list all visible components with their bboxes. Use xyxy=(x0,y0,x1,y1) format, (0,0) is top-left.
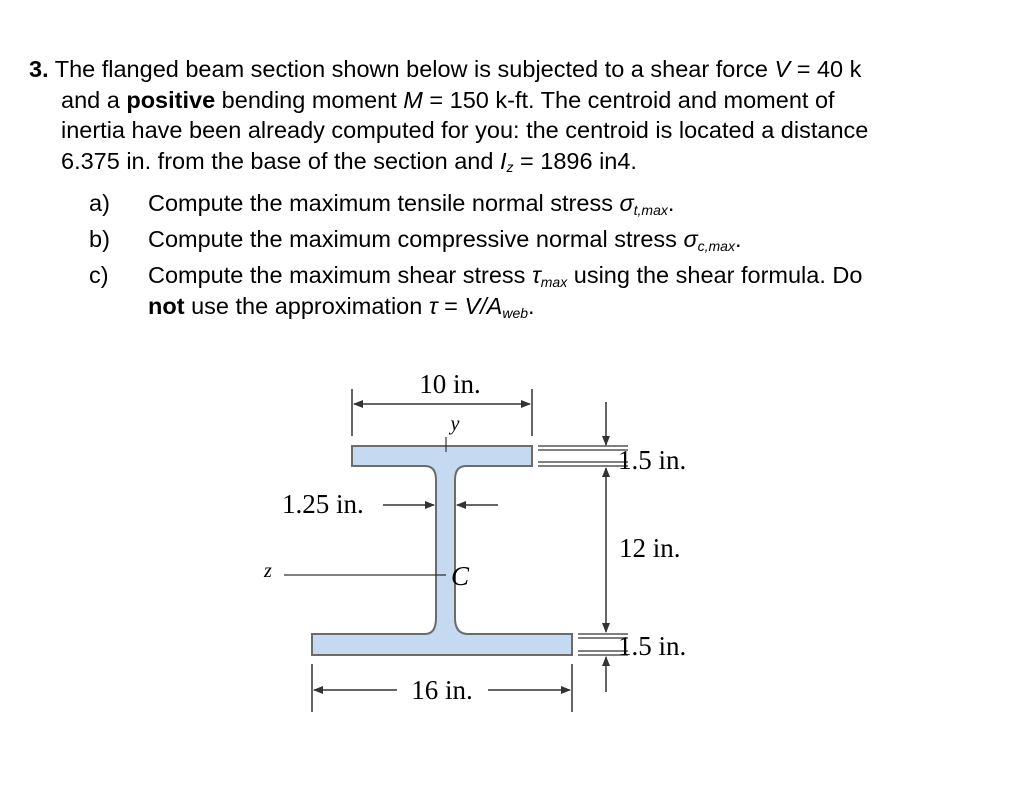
problem-text: and a xyxy=(61,86,127,113)
part-a-text: Compute the maximum tensile normal stress xyxy=(148,190,620,216)
part-c-text: Compute the maximum shear stress xyxy=(148,262,532,288)
part-c-text-end: using the shear formula. Do xyxy=(567,262,863,288)
problem-text: 6.375 in. from the base of the section and xyxy=(61,147,500,174)
subscript-z: z xyxy=(506,158,514,175)
i-beam-section xyxy=(312,446,572,655)
label-1-5-in-top: 1.5 in. xyxy=(618,445,687,475)
subscript-web: web xyxy=(502,305,529,321)
symbol-tau: τ xyxy=(531,262,541,288)
symbol-tau: τ xyxy=(428,293,438,319)
label-1-25-in: 1.25 in. xyxy=(282,489,364,519)
label-1-5-in-bottom: 1.5 in. xyxy=(618,631,687,661)
label-z-axis: z xyxy=(264,560,272,582)
problem-text: = 1896 in4. xyxy=(513,147,637,174)
symbol-sigma: σ xyxy=(619,190,634,216)
part-label: c) xyxy=(89,262,109,288)
problem-line-3: inertia have been already computed for you: the centroid is located a distance xyxy=(61,117,869,143)
equals-sign: = xyxy=(437,293,465,319)
part-label: b) xyxy=(89,226,110,252)
problem-number: 3. xyxy=(29,56,49,82)
symbol-sigma: σ xyxy=(683,226,698,252)
label-y-axis: y xyxy=(450,413,460,435)
label-12-in: 12 in. xyxy=(619,533,681,563)
problem-text: = 150 k-ft. The centroid and moment of xyxy=(422,86,835,113)
dim-top-flange-thickness xyxy=(538,402,628,466)
subscript-c-max: c,max xyxy=(697,238,735,254)
subscript-t-max: t,max xyxy=(633,202,668,218)
part-label: a) xyxy=(89,190,110,216)
part-c-text: use the approximation xyxy=(184,293,429,319)
problem-text: bending moment xyxy=(215,86,404,113)
label-centroid: C xyxy=(451,561,470,591)
punctuation: . xyxy=(734,226,742,252)
punctuation: . xyxy=(667,190,675,216)
part-b-text: Compute the maximum compressive normal stress xyxy=(148,226,684,252)
problem-text: = 40 k xyxy=(790,56,862,82)
label-10-in: 10 in. xyxy=(419,369,481,399)
symbol-V-over-A: V/A xyxy=(464,293,503,319)
subscript-max: max xyxy=(540,274,568,290)
symbol-V: V xyxy=(774,56,791,82)
emphasis-positive: positive xyxy=(126,86,216,113)
emphasis-not: not xyxy=(148,293,185,319)
problem-text: The flanged beam section shown below is subjected to a shear force xyxy=(48,56,775,82)
punctuation: . xyxy=(528,293,535,319)
label-16-in: 16 in. xyxy=(411,675,473,705)
symbol-I: I xyxy=(499,147,507,174)
symbol-M: M xyxy=(403,86,423,113)
